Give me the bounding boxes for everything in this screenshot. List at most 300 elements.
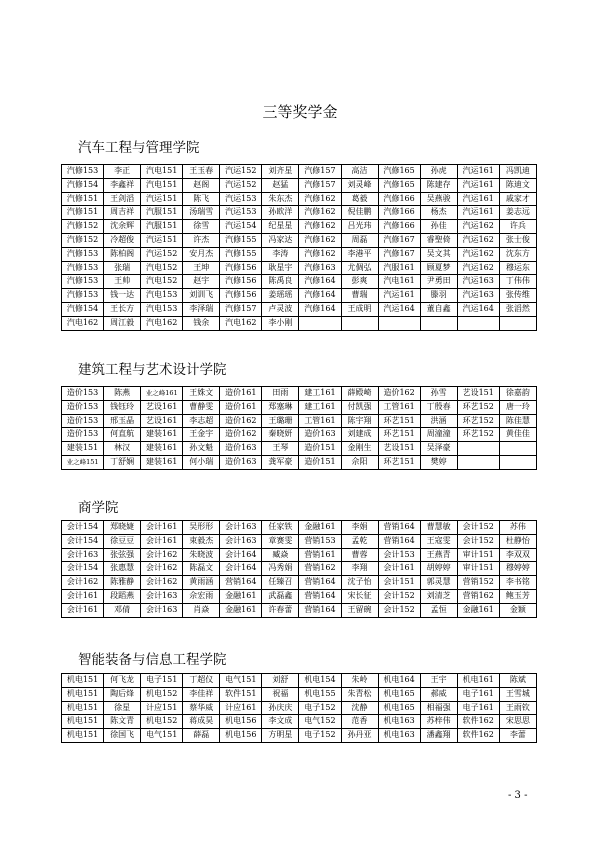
student-name-cell: 宋长征	[341, 589, 378, 603]
student-name-cell: 王剑滔	[104, 192, 141, 206]
table-row	[62, 302, 537, 316]
class-cell: 会计151	[378, 576, 420, 590]
student-name-cell: 李双双	[499, 548, 536, 562]
student-name-cell: 李泽瑞	[183, 302, 220, 316]
class-cell: 汽运163	[457, 275, 499, 289]
student-name-cell: 刘齐星	[262, 165, 299, 179]
student-name-cell	[499, 316, 536, 330]
table-row	[62, 206, 537, 220]
student-name-cell: 沈子怡	[341, 576, 378, 590]
student-name-cell: 薛磊	[183, 729, 220, 743]
class-cell: 环艺151	[378, 455, 420, 469]
class-cell: 汽修164	[299, 302, 341, 316]
class-cell: 汽修153	[62, 289, 104, 303]
student-name-cell: 李鑫祥	[104, 178, 141, 192]
class-cell: 机电154	[299, 674, 341, 688]
class-cell: 汽修156	[220, 275, 262, 289]
table-row	[62, 261, 537, 275]
table-row	[62, 701, 537, 715]
table-row	[62, 233, 537, 247]
class-cell: 汽服161	[378, 261, 420, 275]
class-cell: 会计152	[378, 589, 420, 603]
student-name-cell: 孙庆庆	[262, 701, 299, 715]
page-title: 三等奖学金	[262, 103, 338, 121]
section-heading-architecture: 建筑工程与艺术设计学院	[78, 362, 227, 378]
class-cell: 汽电151	[141, 165, 183, 179]
student-name-cell: 王长方	[104, 302, 141, 316]
class-cell: 机电165	[378, 687, 420, 701]
student-name-cell: 王成明	[341, 302, 378, 316]
student-name-cell: 金刚生	[341, 442, 378, 456]
student-name-cell: 穆婷婷	[499, 562, 536, 576]
class-cell: 汽修165	[378, 178, 420, 192]
table-row	[62, 455, 537, 469]
class-cell	[457, 455, 499, 469]
student-name-cell: 孟恒	[420, 603, 457, 617]
class-cell: 汽修157	[299, 165, 341, 179]
class-cell: 机电156	[220, 715, 262, 729]
class-cell: 建装151	[62, 442, 104, 456]
student-name-cell: 陶后烽	[104, 687, 141, 701]
class-cell: 环艺151	[378, 428, 420, 442]
class-cell: 汽修164	[299, 275, 341, 289]
student-name-cell	[420, 316, 457, 330]
student-name-cell: 冯家达	[262, 233, 299, 247]
student-name-cell: 郭灵慧	[420, 576, 457, 590]
student-name-cell: 王帅	[104, 275, 141, 289]
student-name-cell: 黄佳佳	[499, 428, 536, 442]
class-cell	[457, 442, 499, 456]
class-cell: 营销164	[220, 576, 262, 590]
class-cell: 营销164	[299, 576, 341, 590]
class-cell: 会计161	[378, 562, 420, 576]
student-name-cell: 李小刚	[262, 316, 299, 330]
class-cell: 造价162	[378, 387, 420, 401]
student-name-cell: 穆运东	[499, 261, 536, 275]
student-name-cell: 付凯强	[341, 400, 378, 414]
student-name-cell: 吕光玮	[341, 220, 378, 234]
class-cell: 汽运162	[457, 220, 499, 234]
class-cell: 营销153	[299, 534, 341, 548]
student-name-cell: 许兵	[499, 220, 536, 234]
student-name-cell: 孙丹亚	[341, 729, 378, 743]
class-cell: 汽电162	[220, 316, 262, 330]
student-name-cell: 徐雪	[183, 220, 220, 234]
class-cell: 汽修151	[62, 192, 104, 206]
class-cell: 营销164	[299, 603, 341, 617]
class-cell: 会计164	[220, 562, 262, 576]
student-name-cell: 丁舒娴	[104, 455, 141, 469]
class-cell: 机电165	[378, 701, 420, 715]
award-table-auto	[61, 164, 537, 331]
student-name-cell: 段蹈燕	[104, 589, 141, 603]
class-cell: 会计161	[62, 603, 104, 617]
class-cell: 汽运152	[220, 178, 262, 192]
student-name-cell: 李翔	[341, 562, 378, 576]
class-cell: 汽修162	[299, 233, 341, 247]
class-cell: 软件162	[457, 729, 499, 743]
student-name-cell: 孟乾	[341, 534, 378, 548]
class-cell: 软件151	[220, 687, 262, 701]
student-name-cell: 沈静	[341, 701, 378, 715]
student-name-cell: 曹瑞	[341, 289, 378, 303]
student-name-cell: 黄雨涵	[183, 576, 220, 590]
class-cell: 汽运153	[220, 192, 262, 206]
class-cell: 汽运161	[457, 165, 499, 179]
class-cell: 会计152	[457, 521, 499, 535]
student-name-cell: 龚军豪	[262, 455, 299, 469]
student-name-cell: 郝威	[420, 687, 457, 701]
class-cell: 会计152	[378, 603, 420, 617]
student-name-cell: 周潼潼	[420, 428, 457, 442]
student-name-cell: 李正	[104, 165, 141, 179]
student-name-cell: 陈燕	[104, 387, 141, 401]
section-heading-auto: 汽车工程与管理学院	[78, 140, 200, 156]
award-table-business	[61, 520, 537, 618]
table-row	[62, 603, 537, 617]
section-heading-intelligent-equipment: 智能装备与信息工程学院	[78, 652, 227, 668]
class-cell: 金融161	[220, 589, 262, 603]
class-cell: 建装161	[141, 428, 183, 442]
class-cell: 营销152	[457, 576, 499, 590]
table-row	[62, 220, 537, 234]
class-cell: 会计161	[141, 534, 183, 548]
student-name-cell: 刘舒	[262, 674, 299, 688]
class-cell: 金融161	[299, 521, 341, 535]
class-cell: 艺设151	[378, 442, 420, 456]
student-name-cell: 朱东杰	[262, 192, 299, 206]
table-row	[62, 316, 537, 330]
class-cell: 机电151	[62, 729, 104, 743]
class-cell: 业之峰151	[62, 455, 104, 469]
student-name-cell: 刘训飞	[183, 289, 220, 303]
class-cell: 环艺152	[457, 400, 499, 414]
student-name-cell: 吴文其	[420, 247, 457, 261]
class-cell: 电子161	[457, 687, 499, 701]
class-cell: 汽运152	[220, 165, 262, 179]
class-cell: 造价162	[220, 428, 262, 442]
student-name-cell: 杨杰	[420, 206, 457, 220]
class-cell: 造价162	[220, 414, 262, 428]
class-cell: 电子151	[141, 674, 183, 688]
table-row	[62, 414, 537, 428]
student-name-cell: 孙佳	[420, 220, 457, 234]
student-name-cell: 汤瑞雪	[183, 206, 220, 220]
class-cell: 会计154	[62, 534, 104, 548]
table-row	[62, 674, 537, 688]
student-name-cell: 高洁	[341, 165, 378, 179]
student-name-cell: 陈建存	[420, 178, 457, 192]
class-cell: 电子152	[299, 729, 341, 743]
student-name-cell: 郑晓婕	[104, 521, 141, 535]
student-name-cell: 宋思思	[499, 715, 536, 729]
class-cell: 造价163	[220, 455, 262, 469]
student-name-cell: 吴燕骏	[420, 192, 457, 206]
student-name-cell: 丁伟伟	[499, 275, 536, 289]
student-name-cell: 周江毅	[104, 316, 141, 330]
class-cell: 机电151	[62, 701, 104, 715]
student-name-cell: 徐国飞	[104, 729, 141, 743]
table-row	[62, 715, 537, 729]
student-name-cell: 顾夏梦	[420, 261, 457, 275]
table-row	[62, 400, 537, 414]
class-cell: 汽修153	[62, 247, 104, 261]
table-row	[62, 729, 537, 743]
class-cell: 汽电151	[141, 178, 183, 192]
section-heading-business: 商学院	[78, 500, 119, 516]
award-table-architecture	[61, 386, 537, 470]
class-cell: 机电163	[378, 715, 420, 729]
student-name-cell: 张瑞	[104, 261, 141, 275]
student-name-cell: 苏梓伟	[420, 715, 457, 729]
class-cell: 机电161	[457, 674, 499, 688]
student-name-cell: 王金宇	[183, 428, 220, 442]
student-name-cell: 李娟	[341, 521, 378, 535]
class-cell: 审计151	[457, 562, 499, 576]
student-name-cell: 孙欧洋	[262, 206, 299, 220]
student-name-cell: 周磊	[341, 233, 378, 247]
class-cell: 汽电152	[141, 261, 183, 275]
student-name-cell: 李文成	[262, 715, 299, 729]
class-cell: 汽修157	[220, 302, 262, 316]
class-cell: 会计162	[141, 562, 183, 576]
class-cell: 会计161	[141, 521, 183, 535]
class-cell: 机电151	[62, 715, 104, 729]
class-cell: 汽修151	[62, 206, 104, 220]
class-cell: 汽修166	[378, 192, 420, 206]
student-name-cell: 钱一达	[104, 289, 141, 303]
student-name-cell: 刘清芝	[420, 589, 457, 603]
student-name-cell: 陈文青	[104, 715, 141, 729]
student-name-cell: 陈佳慧	[499, 414, 536, 428]
student-name-cell: 何飞龙	[104, 674, 141, 688]
student-name-cell: 任臻召	[262, 576, 299, 590]
class-cell: 建装161	[141, 442, 183, 456]
student-name-cell: 张士俊	[499, 233, 536, 247]
class-cell: 汽运161	[457, 192, 499, 206]
class-cell: 造价163	[220, 442, 262, 456]
class-cell: 电子161	[457, 701, 499, 715]
student-name-cell: 鲍玉芳	[499, 589, 536, 603]
class-cell: 会计162	[62, 576, 104, 590]
class-cell: 机电156	[220, 729, 262, 743]
student-name-cell: 孙文魁	[183, 442, 220, 456]
student-name-cell: 耿星宇	[262, 261, 299, 275]
student-name-cell: 张弦强	[104, 548, 141, 562]
class-cell: 艺设151	[457, 387, 499, 401]
student-name-cell: 彭爽	[341, 275, 378, 289]
class-cell	[378, 316, 420, 330]
class-cell: 汽运162	[457, 261, 499, 275]
class-cell: 造价153	[62, 400, 104, 414]
student-name-cell: 葛毅	[341, 192, 378, 206]
student-name-cell: 许春蕾	[262, 603, 299, 617]
table-row	[62, 192, 537, 206]
student-name-cell: 章赛雯	[262, 534, 299, 548]
class-cell: 机电164	[378, 674, 420, 688]
class-cell: 汽运164	[457, 302, 499, 316]
student-name-cell: 何小瑞	[183, 455, 220, 469]
class-cell: 造价161	[220, 387, 262, 401]
student-name-cell: 尹勇田	[420, 275, 457, 289]
student-name-cell: 陈雅静	[104, 576, 141, 590]
student-name-cell: 苏伟	[499, 521, 536, 535]
table-row	[62, 387, 537, 401]
student-name-cell: 冯凯迪	[499, 165, 536, 179]
student-name-cell: 许杰	[183, 233, 220, 247]
student-name-cell: 相福强	[420, 701, 457, 715]
class-cell: 会计153	[378, 548, 420, 562]
class-cell: 造价151	[299, 455, 341, 469]
student-name-cell: 孙虎	[420, 165, 457, 179]
student-name-cell: 王坤	[183, 261, 220, 275]
class-cell: 汽电162	[141, 316, 183, 330]
class-cell: 营销162	[299, 562, 341, 576]
class-cell: 汽修162	[299, 247, 341, 261]
student-name-cell: 潘鑫翔	[420, 729, 457, 743]
student-name-cell: 王琴	[262, 442, 299, 456]
class-cell: 机电152	[141, 687, 183, 701]
class-cell: 汽修162	[299, 192, 341, 206]
class-cell: 汽修167	[378, 233, 420, 247]
student-name-cell: 钱钰玲	[104, 400, 141, 414]
class-cell: 汽修154	[62, 302, 104, 316]
class-cell: 汽运151	[141, 233, 183, 247]
class-cell: 汽修153	[62, 275, 104, 289]
class-cell: 机电151	[62, 674, 104, 688]
class-cell	[457, 316, 499, 330]
student-name-cell: 卢灵波	[262, 302, 299, 316]
student-name-cell: 臧焱	[262, 548, 299, 562]
class-cell: 汽运161	[378, 289, 420, 303]
class-cell: 汽修156	[220, 261, 262, 275]
student-name-cell: 杜静怡	[499, 534, 536, 548]
class-cell: 汽运163	[457, 289, 499, 303]
award-table-intelligent-equipment	[61, 673, 537, 743]
student-name-cell: 冯秀娟	[262, 562, 299, 576]
class-cell: 计应161	[220, 701, 262, 715]
table-row	[62, 548, 537, 562]
class-cell: 会计163	[141, 589, 183, 603]
class-cell: 电子152	[299, 701, 341, 715]
student-name-cell: 赵猛	[262, 178, 299, 192]
class-cell: 汽运161	[457, 206, 499, 220]
class-cell: 汽电153	[141, 289, 183, 303]
student-name-cell: 王姝文	[183, 387, 220, 401]
table-row	[62, 687, 537, 701]
class-cell: 汽修162	[299, 220, 341, 234]
student-name-cell: 李港平	[341, 247, 378, 261]
class-cell: 汽修163	[299, 261, 341, 275]
student-name-cell: 佘阳	[341, 455, 378, 469]
student-name-cell: 王寇雯	[420, 534, 457, 548]
class-cell: 汽修164	[299, 289, 341, 303]
class-cell: 汽修152	[62, 220, 104, 234]
class-cell: 汽运164	[378, 302, 420, 316]
student-name-cell: 金颖	[499, 603, 536, 617]
student-name-cell: 范香	[341, 715, 378, 729]
class-cell: 造价163	[299, 428, 341, 442]
class-cell: 汽修156	[220, 289, 262, 303]
student-name-cell: 朱晓波	[183, 548, 220, 562]
student-name-cell: 王雪城	[499, 687, 536, 701]
student-name-cell: 董自鑫	[420, 302, 457, 316]
class-cell: 建装161	[141, 455, 183, 469]
student-name-cell: 滕羽	[420, 289, 457, 303]
class-cell: 艺设161	[141, 400, 183, 414]
student-name-cell: 沈东方	[499, 247, 536, 261]
class-cell: 环艺151	[378, 414, 420, 428]
student-name-cell	[499, 442, 536, 456]
student-name-cell: 曹慧敏	[420, 521, 457, 535]
student-name-cell: 肖焱	[183, 603, 220, 617]
class-cell: 会计163	[220, 521, 262, 535]
class-cell: 汽运151	[141, 192, 183, 206]
student-name-cell: 邢玉晶	[104, 414, 141, 428]
student-name-cell: 丁超仪	[183, 674, 220, 688]
table-row	[62, 562, 537, 576]
student-name-cell: 陈飞	[183, 192, 220, 206]
class-cell: 汽修153	[62, 165, 104, 179]
student-name-cell: 周吉祥	[104, 206, 141, 220]
class-cell: 环艺152	[457, 428, 499, 442]
student-name-cell: 王璐珊	[262, 414, 299, 428]
student-name-cell	[499, 455, 536, 469]
class-cell: 建工161	[299, 387, 341, 401]
class-cell: 工管161	[378, 400, 420, 414]
student-name-cell: 陈磊文	[183, 562, 220, 576]
class-cell: 业之峰161	[141, 387, 183, 401]
class-cell: 营销164	[299, 589, 341, 603]
class-cell: 电气151	[220, 674, 262, 688]
class-cell: 营销164	[378, 534, 420, 548]
student-name-cell: 李志超	[183, 414, 220, 428]
class-cell: 机电151	[62, 687, 104, 701]
class-cell: 会计164	[220, 548, 262, 562]
student-name-cell: 唐一玲	[499, 400, 536, 414]
class-cell: 艺设161	[141, 414, 183, 428]
class-cell: 汽运161	[457, 178, 499, 192]
class-cell: 机电163	[378, 729, 420, 743]
class-cell: 电气152	[299, 715, 341, 729]
table-row	[62, 178, 537, 192]
student-name-cell: 樊婷	[420, 455, 457, 469]
class-cell: 汽修152	[62, 233, 104, 247]
class-cell: 汽运162	[457, 233, 499, 247]
student-name-cell: 曹蓉	[341, 548, 378, 562]
student-name-cell: 张传维	[499, 289, 536, 303]
student-name-cell: 徐豆豆	[104, 534, 141, 548]
student-name-cell: 陈斌	[499, 674, 536, 688]
class-cell: 汽修155	[220, 247, 262, 261]
student-name-cell	[341, 316, 378, 330]
student-name-cell: 邓倩	[104, 603, 141, 617]
class-cell: 汽修165	[378, 165, 420, 179]
student-name-cell: 秦晓妍	[262, 428, 299, 442]
class-cell: 汽运162	[457, 247, 499, 261]
student-name-cell: 何直航	[104, 428, 141, 442]
class-cell: 造价153	[62, 428, 104, 442]
student-name-cell: 赵阁	[183, 178, 220, 192]
class-cell: 汽电153	[141, 302, 183, 316]
student-name-cell: 安月杰	[183, 247, 220, 261]
class-cell: 汽修166	[378, 220, 420, 234]
class-cell: 汽修162	[299, 206, 341, 220]
student-name-cell: 薛殿崎	[341, 387, 378, 401]
class-cell: 工管161	[299, 414, 341, 428]
student-name-cell: 睿聖倚	[420, 233, 457, 247]
student-name-cell: 尤倜弘	[341, 261, 378, 275]
